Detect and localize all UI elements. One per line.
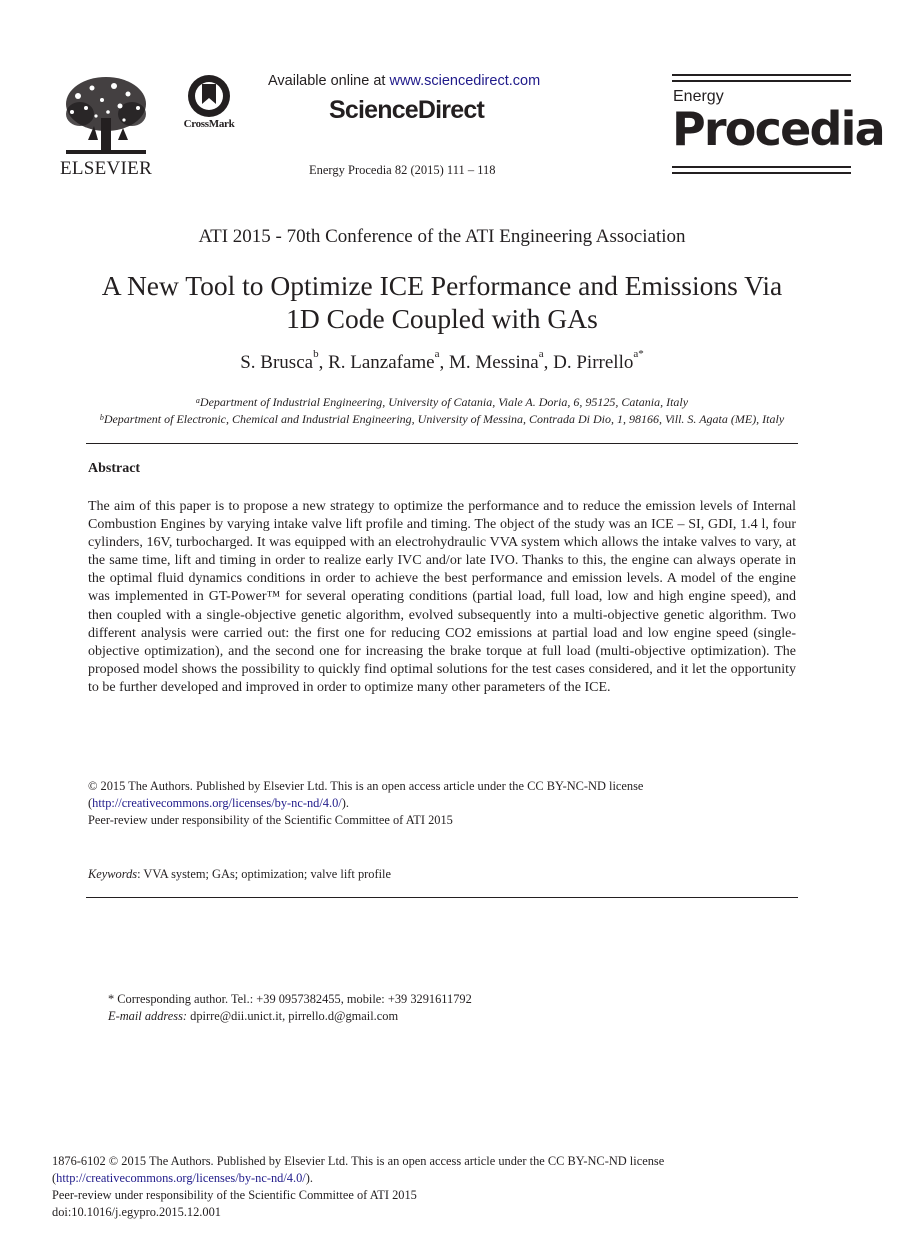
keywords-line	[88, 867, 391, 882]
available-online-line	[268, 73, 540, 89]
energy-procedia-logo	[672, 74, 884, 178]
page-footer	[52, 1153, 812, 1221]
author-affiliation-mark: a	[434, 348, 440, 360]
logo-rule-top	[672, 74, 851, 76]
author-list: S. Brusca$^b$, R. Lanzafame$^a$, M. Messina$^a$, D. Pirrello$^{a*}$	[240, 348, 644, 373]
paper-title	[40, 269, 844, 335]
paper-title-line-2: 1D Code Coupled with GAs	[286, 303, 598, 334]
footer-doi: doi:10.1016/j.egypro.2015.12.001	[52, 1205, 221, 1219]
email-line	[108, 1008, 472, 1025]
license-line	[88, 795, 808, 812]
footer-issn-line: 1876-6102 © 2015 The Authors. Published by Elsevier Ltd. This is an open access article under the CC BY-NC-ND license	[52, 1154, 665, 1168]
affiliation-text: Department of Electronic, Chemical and Industrial Engineering, University of Messina, Contrada Di Dio, 1, 98166, Vill. S. Agata (ME), Italy	[103, 412, 785, 426]
author-name: S. Brusca	[240, 352, 314, 373]
license-paren-open: (	[88, 796, 93, 810]
crossmark-icon	[178, 74, 240, 118]
header-divider	[86, 443, 798, 444]
affiliation-mark: a	[195, 396, 200, 405]
copyright-notice	[88, 778, 808, 829]
elsevier-tree-icon	[58, 74, 154, 158]
corresponding-author-note	[108, 991, 472, 1025]
license-paren-close: ).	[341, 796, 349, 810]
author-affiliation-mark: b	[313, 348, 319, 360]
abstract-heading: Abstract	[88, 461, 141, 476]
journal-word-procedia: Procedia	[672, 102, 884, 156]
email-label: E-mail address:	[108, 1009, 188, 1023]
journal-word-energy: Energy	[673, 88, 724, 105]
author-affiliation-mark: a	[538, 348, 544, 360]
corresponding-line: * Corresponding author. Tel.: +39 0957382455, mobile: +39 3291611792	[108, 992, 472, 1006]
email-addresses: dpirre@dii.unict.it, pirrello.d@gmail.com	[187, 1009, 399, 1023]
affiliation-mark: b	[99, 413, 104, 422]
affiliation-text: Department of Industrial Engineering, University of Catania, Viale A. Doria, 6, 95125, Catania, Italy	[199, 395, 689, 409]
footer-license-line: (http://creativecommons.org/licenses/by-nc-nd/4.0/).	[52, 1171, 313, 1185]
peer-review-line: Peer-review under responsibility of the Scientific Committee of ATI 2015	[88, 813, 453, 827]
license-url-link[interactable]: http://creativecommons.org/licenses/by-nc-nd/4.0/	[92, 796, 342, 810]
abstract-body: The aim of this paper is to propose a new strategy to optimize the performance and to reduce the emission levels of Internal Combustion Engines by varying intake valve lift profile and timing. The object of the study was an ICE – SI, GDI, 1.4 l, four cylinders, 16V, turbocharged. It was equipped with an electrohydraulic VVA system which allows the intake valves to vary, at the same time, lift and timing in order to realize early IVC and/or late IVO. Thanks to this, the engine can always operate in the optimal fluid dynamics conditions in order to achieve the best performance and emission levels. A model of the engine was implemented in GT-Power™ for several operating conditions (partial load, full load, low and high engine speed), and then coupled with a single-objective genetic algorithm, evolved subsequently into a multi-objective genetic algorithm. Two different analysis were carried out: the first one for reducing CO2 emissions at partial load and low engine speed (single-objective optimization), and the second one for increasing the brake torque at full load (multi-objective optimization). The proposed model shows the possibility to quickly find optimal solutions for the test cases considered, and it let the opportunity to be further developed and improved in order to optimize many other parameters of the ICE.	[88, 499, 796, 695]
logo-rule-bottom-2	[672, 172, 851, 174]
elsevier-wordmark: ELSEVIER	[59, 158, 153, 179]
copyright-line: © 2015 The Authors. Published by Elsevier Ltd. This is an open access article under the CC BY-NC-ND license	[88, 779, 644, 793]
abstract-divider	[86, 897, 798, 898]
footer-peer-review-line: Peer-review under responsibility of the Scientific Committee of ATI 2015	[52, 1188, 417, 1202]
author-name: M. Messina	[449, 352, 539, 373]
author-name: D. Pirrello	[553, 352, 634, 373]
affiliation-a	[88, 394, 796, 411]
author-name: R. Lanzafame	[328, 352, 435, 373]
logo-rule-bottom	[672, 166, 851, 168]
paper-title-line-1: A New Tool to Optimize ICE Performance and Emissions Via	[101, 270, 783, 301]
journal-reference: Energy Procedia 82 (2015) 111 – 118	[309, 163, 496, 177]
keywords-text: : VVA system; GAs; optimization; valve lift profile	[137, 867, 391, 881]
author-affiliation-mark: a*	[633, 348, 644, 360]
footer-license-url-link[interactable]: http://creativecommons.org/licenses/by-nc-nd/4.0/	[56, 1171, 306, 1185]
crossmark-label: CrossMark	[183, 118, 235, 130]
conference-name: ATI 2015 - 70th Conference of the ATI Engineering Association	[198, 226, 686, 247]
keywords-label: Keywords	[88, 867, 138, 881]
sciencedirect-wordmark: ScienceDirect	[329, 96, 484, 124]
sciencedirect-url-link[interactable]: www.sciencedirect.com	[389, 73, 541, 89]
available-prefix: Available online at	[268, 73, 390, 89]
affiliation-b	[88, 411, 796, 428]
logo-rule-top-2	[672, 80, 851, 82]
